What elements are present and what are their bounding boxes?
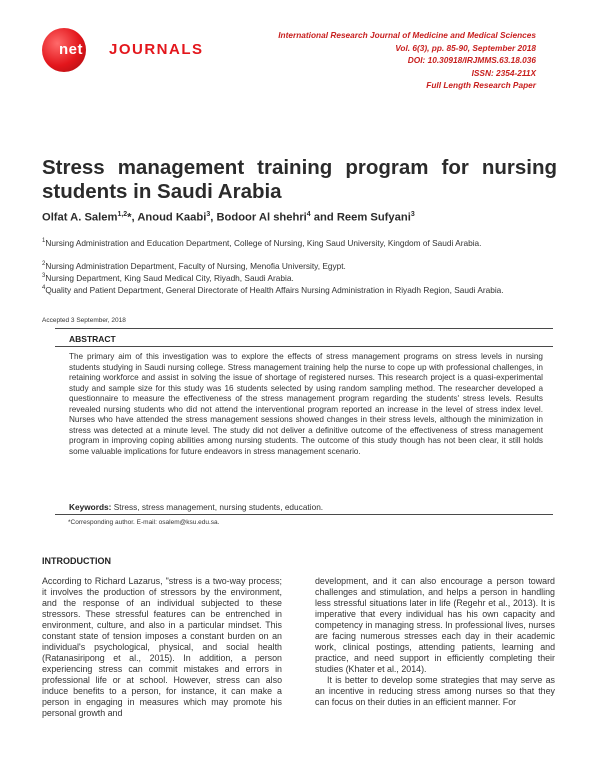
- affiliation-sup: 3: [42, 273, 46, 279]
- journal-volume: Vol. 6(3), pp. 85-90, September 2018: [395, 42, 536, 53]
- author-name: Bodoor Al shehri: [216, 211, 307, 224]
- affiliation: [42, 283, 562, 295]
- intro-paragraph: It is better to develop some strategies that may serve as an incentive in reducing stress among nurses so that they can focus on their duties in an efficient manner. For: [315, 675, 555, 707]
- affiliation: [42, 271, 562, 283]
- abstract-bottom-rule: [55, 514, 553, 515]
- corresponding-author: *Corresponding author. E-mail: osalem@ksu.edu.sa.: [68, 519, 220, 526]
- intro-paragraph: development, and it can also encourage a person toward challenges and stimulation, and helps a person in handling less stressful situations later in life (Regehr et al., 2013). It is imperative that every individual has his own capacity and competency in managing stress. In professional lives, nurses are facing numerous stresses each day in their academic work, clinical postings, attending patients, learning and practice, and need support in efficiently completing their studies (Khater et al., 2014).: [315, 576, 555, 674]
- author-separator: ,: [210, 211, 217, 224]
- author-name: Anoud Kaabi: [137, 211, 207, 224]
- abstract-text: The primary aim of this investigation was to explore the effects of stress management programs on stress levels in nursing students studying in Saudi nursing college. Stress management training help the nurse to cope up with professional challenges, in retaining workforce and assist in solving the issue of shortage of registered nurses. This research project is a quasi-experimental study and sample size for this study was 16 students selected by using random sampling method. The researcher developed a questionnaire to measure the effectiveness of the stress management program regarding the students' stress levels. Results revealed nursing students who did not attend the interventional program reported an increase in the level of stress index level. Nurses who have attended the stress management sessions showed changes in their stress levels, although the minimization in stress was detected at a minute level. The study did not deliver a definitive outcome of the effectiveness of stress management program in improving coping abilities among nursing students. The outcome of this study though has not been clear, it still holds some valuable implications for future endeavors in stress management scenario.: [69, 352, 543, 456]
- author-affiliation-sup: 3: [206, 211, 211, 218]
- affiliation: [42, 236, 562, 248]
- journal-doi: DOI: 10.30918/IRJMMS.63.18.036: [407, 55, 536, 65]
- abstract-box: [55, 328, 553, 515]
- journal-info: [266, 29, 536, 92]
- affiliation-sup: 2: [42, 261, 46, 267]
- affiliation-sup: 4: [42, 285, 46, 291]
- netjournals-logo: [42, 28, 212, 72]
- logo-net-text: net: [59, 41, 83, 58]
- paper-type: Full Length Research Paper: [426, 80, 536, 90]
- author-affiliation-sup: 4: [306, 211, 311, 218]
- abstract-heading-rule: [55, 346, 553, 347]
- introduction-left-column: [42, 576, 282, 719]
- accepted-date: Accepted 3 September, 2018: [42, 317, 126, 324]
- keywords-label: Keywords:: [69, 502, 112, 512]
- author-affiliation-sup: 1,2: [117, 211, 128, 218]
- author-separator: *,: [127, 211, 138, 224]
- author-separator: and: [310, 211, 337, 224]
- affiliation-text: Nursing Administration and Education Department, College of Nursing, King Saud University, Kingdom of Saudi Arabia.: [45, 237, 482, 248]
- keywords-text: Stress, stress management, nursing students, education.: [113, 502, 324, 512]
- abstract-heading: ABSTRACT: [69, 334, 116, 344]
- affiliation-text: Quality and Patient Department, General Directorate of Health Affairs Nursing Administration in Riyadh Region, Saudi Arabia.: [45, 284, 504, 295]
- affiliation: [42, 259, 562, 271]
- author-affiliation-sup: 3: [410, 211, 415, 218]
- affiliation-text: Nursing Administration Department, Faculty of Nursing, Menofia University, Egypt.: [45, 260, 346, 271]
- abstract-top-rule: [55, 328, 553, 329]
- logo-journals-text: JOURNALS: [109, 41, 204, 58]
- intro-paragraph: According to Richard Lazarus, "stress is a two-way process; it involves the production of stressors by the environment, and the response of an individual subjected to these stressors. These stressful features can be entrenched in environment, culture, and also in a particular mindset. This constant state of tension imposes a constant burden on an individual's psychological, physical, and social health (Ratanasiripong et al., 2015). In addition, a person experiencing stress can commit mistakes and errors in professional life or at school. However, stress can also induce benefits to a person, for instance, it can make a person in engaging in measures which may promote his personal growth and: [42, 576, 282, 718]
- journal-name: International Research Journal of Medicine and Medical Sciences: [278, 30, 536, 40]
- paper-title: Stress management training program for nursing students in Saudi Arabia: [42, 156, 557, 203]
- author-name: Olfat A. Salem: [42, 211, 118, 224]
- affiliation-text: Nursing Department, King Saud Medical City, Riyadh, Saudi Arabia.: [45, 272, 294, 283]
- introduction-right-column: [315, 576, 555, 708]
- author-list: [42, 211, 562, 224]
- author-name: Reem Sufyani: [336, 211, 411, 224]
- keywords: [69, 502, 543, 512]
- introduction-heading: INTRODUCTION: [42, 556, 111, 566]
- journal-issn: ISSN: 2354-211X: [471, 67, 536, 78]
- affiliation-sup: 1: [42, 238, 46, 244]
